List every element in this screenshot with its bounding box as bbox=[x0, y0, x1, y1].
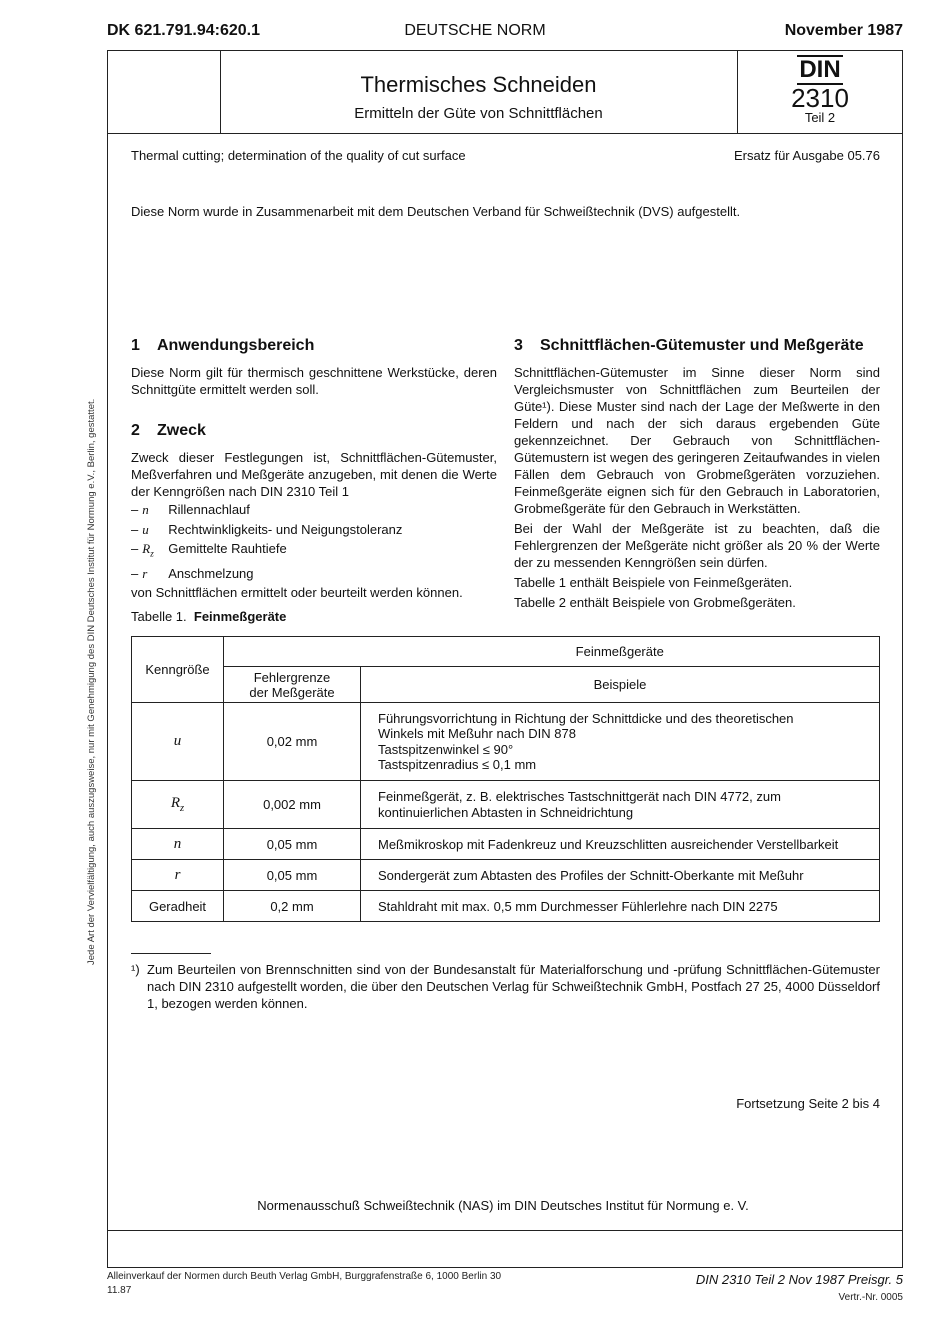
english-title: Thermal cutting; determination of the quality of cut surface bbox=[131, 148, 466, 163]
table-row bbox=[132, 781, 880, 829]
cell-fehlergrenze: 0,02 mm bbox=[224, 703, 361, 781]
section-3-para-3: Tabelle 1 enthält Beispiele von Feinmeßgeräten. bbox=[514, 575, 793, 590]
section-1-number: 1 bbox=[131, 337, 140, 354]
issue-date: November 1987 bbox=[784, 22, 903, 39]
publisher-note: Alleinverkauf der Normen durch Beuth Verlag GmbH, Burggrafenstraße 6, 1000 Berlin 30 bbox=[107, 1271, 502, 1282]
header-kenngroesse: Kenngröße bbox=[132, 637, 224, 703]
cell-fehlergrenze: 0,2 mm bbox=[224, 891, 361, 922]
cell-kenngroesse: u bbox=[132, 703, 224, 781]
section-2-title: Zweck bbox=[157, 422, 206, 439]
table-row bbox=[132, 703, 880, 781]
cell-beispiele: Sondergerät zum Abtasten des Profiles der Schnitt-Oberkante mit Meßuhr bbox=[361, 860, 880, 891]
table-1-caption-prefix: Tabelle 1. bbox=[131, 609, 187, 624]
table-row bbox=[132, 891, 880, 922]
titlebox-bottom-rule bbox=[107, 133, 903, 134]
table-1-caption bbox=[131, 608, 286, 625]
footnote-rule bbox=[131, 953, 211, 954]
section-1-title: Anwendungsbereich bbox=[157, 337, 315, 354]
cell-kenngroesse: Geradheit bbox=[132, 891, 224, 922]
header-group-feinmessgeraete: Feinmeßgeräte bbox=[361, 637, 880, 667]
table-row bbox=[132, 860, 880, 891]
section-3-para-2: Bei der Wahl der Meßgeräte ist zu beachten, daß die Fehlergrenzen der Meßgeräte nicht größer als 20 % der Werte der zu messenden Kenngrößen sein dürfen. bbox=[514, 521, 880, 570]
footnote bbox=[131, 961, 880, 1012]
section-1-text: Diese Norm gilt für thermisch geschnittene Werkstücke, deren Schnittgüte ermittelt werden soll. bbox=[131, 365, 497, 397]
section-3-para-1: Schnittflächen-Gütemuster im Sinne dieser Norm sind Vergleichsmuster von Schnittflächen zum Beurteilen der Güte¹). Diese Muster sind nach der Lage der Meßwerte in den Feldern und nach der sich daraus ergebenden Güte gekennzeichnet. Der Gebrauch von Schnittflächen-Gütemustern ist wegen des geringeren Zeitaufwandes in vielen Fällen dem Gebrauch von Grobmeßgeräten vorzuziehen. Feinmeßgeräte eignen sich für den Gebrauch in Laboratorien, Grobmeßgeräte für den Gebrauch in Werkstätten. bbox=[514, 365, 880, 516]
din-logo: DIN bbox=[799, 56, 841, 83]
right-column bbox=[514, 337, 880, 611]
section-3-heading bbox=[514, 337, 880, 355]
vertriebs-nr: Vertr.-Nr. 0005 bbox=[838, 1292, 903, 1303]
din-number: 2310 bbox=[791, 83, 849, 113]
table-1-caption-title: Feinmeßgeräte bbox=[193, 609, 287, 624]
section-2-outro: von Schnittflächen ermittelt oder beurteilt werden können. bbox=[131, 584, 463, 600]
cell-beispiele: Meßmikroskop mit Fadenkreuz und Kreuzschlitten ausreichender Verstellbarkeit bbox=[361, 829, 880, 860]
kenngroessen-list bbox=[131, 500, 497, 584]
list-item: – u Rechtwinkligkeits- und Neigungstoleranz bbox=[131, 520, 497, 540]
ersatz-note: Ersatz für Ausgabe 05.76 bbox=[734, 148, 880, 163]
footnote-text: Zum Beurteilen von Brennschnitten sind von der Bundesanstalt für Materialforschung und -prüfung Schnittflächen-Gütemuster nach DIN 2310 aufgestellt worden, die über den Deutschen Verlag für Schweißtechnik GmbH, Postfach 27 25, 4000 Düsseldorf 1, bezogen werden können. bbox=[147, 962, 880, 1011]
list-item: – $R_z$ Gemittelte Rauhtiefe bbox=[131, 539, 497, 564]
section-1-heading bbox=[131, 337, 497, 355]
symbol-r: r bbox=[142, 566, 148, 582]
din-badge bbox=[737, 55, 903, 125]
list-item: – r Anschmelzung bbox=[131, 564, 497, 584]
section-3-title: Schnittflächen-Gütemuster und Meßgeräte bbox=[540, 337, 864, 354]
table-row bbox=[132, 829, 880, 860]
print-date: 11.87 bbox=[107, 1285, 132, 1296]
left-column bbox=[131, 337, 497, 601]
norm-type: DEUTSCHE NORM bbox=[404, 22, 546, 39]
cell-kenngroesse: r bbox=[132, 860, 224, 891]
section-2-number: 2 bbox=[131, 422, 140, 439]
cell-beispiele: Stahldraht mit max. 0,5 mm Durchmesser Fühlerlehre nach DIN 2275 bbox=[361, 891, 880, 922]
cell-fehlergrenze: 0,05 mm bbox=[224, 829, 361, 860]
section-2-intro: Zweck dieser Festlegungen ist, Schnittflächen-Gütemuster, Meßverfahren und Meßgeräte anzugeben, mit denen die Werte der Kenngrößen nach DIN 2310 Teil 1 bbox=[131, 450, 497, 499]
symbol-n: n bbox=[142, 502, 149, 517]
footnote-mark: ¹) bbox=[131, 962, 140, 977]
list-item: – n Rillennachlauf bbox=[131, 500, 497, 520]
page-subtitle: Ermitteln der Güte von Schnittflächen bbox=[354, 105, 603, 122]
section-3-para-4: Tabelle 2 enthält Beispiele von Grobmeßgeräten. bbox=[514, 595, 796, 610]
symbol-u: u bbox=[142, 521, 149, 537]
cell-fehlergrenze: 0,002 mm bbox=[224, 781, 361, 829]
section-3-number: 3 bbox=[514, 337, 523, 354]
document-id-footer: DIN 2310 Teil 2 Nov 1987 Preisgr. 5 bbox=[695, 1272, 903, 1287]
cell-beispiele: Feinmeßgerät, z. B. elektrisches Tastschnittgerät nach DIN 4772, zum kontinuierlichen Abtasten in Schneidrichtung bbox=[361, 781, 880, 829]
section-2-heading bbox=[131, 422, 497, 440]
header-beispiele: Beispiele bbox=[361, 667, 880, 703]
cell-kenngroesse: $R_z$ bbox=[132, 781, 224, 829]
committee-note: Normenausschuß Schweißtechnik (NAS) im DIN Deutsches Institut für Normung e. V. bbox=[257, 1198, 749, 1213]
cell-fehlergrenze: 0,05 mm bbox=[224, 860, 361, 891]
symbol-rz: $R_z$ bbox=[142, 541, 154, 559]
dvs-note: Diese Norm wurde in Zusammenarbeit mit dem Deutschen Verband für Schweißtechnik (DVS) aufgestellt. bbox=[131, 204, 741, 219]
header-fehlergrenze: Fehlergrenze der Meßgeräte bbox=[224, 667, 361, 703]
table-feinmessgeraete bbox=[131, 636, 880, 922]
din-teil: Teil 2 bbox=[804, 110, 836, 125]
cell-kenngroesse: n bbox=[132, 829, 224, 860]
cell-beispiele: Führungsvorrichtung in Richtung der Schnittdicke und des theoretischen Winkels mit Meßuhr nach DIN 878 Tastspitzenwinkel ≤ 90° Tastspitzenradius ≤ 0,1 mm bbox=[361, 703, 880, 781]
copyright-side-note: Jede Art der Vervielfältigung, auch auszugsweise, nur mit Genehmigung des DIN Deutsches Institut für Normung e.V., Berlin, gestattet. bbox=[86, 398, 97, 965]
bottom-rule bbox=[107, 1230, 903, 1231]
page-title: Thermisches Schneiden bbox=[360, 72, 597, 97]
dk-classification: DK 621.791.94:620.1 bbox=[107, 22, 260, 39]
continuation-note: Fortsetzung Seite 2 bis 4 bbox=[736, 1096, 880, 1111]
